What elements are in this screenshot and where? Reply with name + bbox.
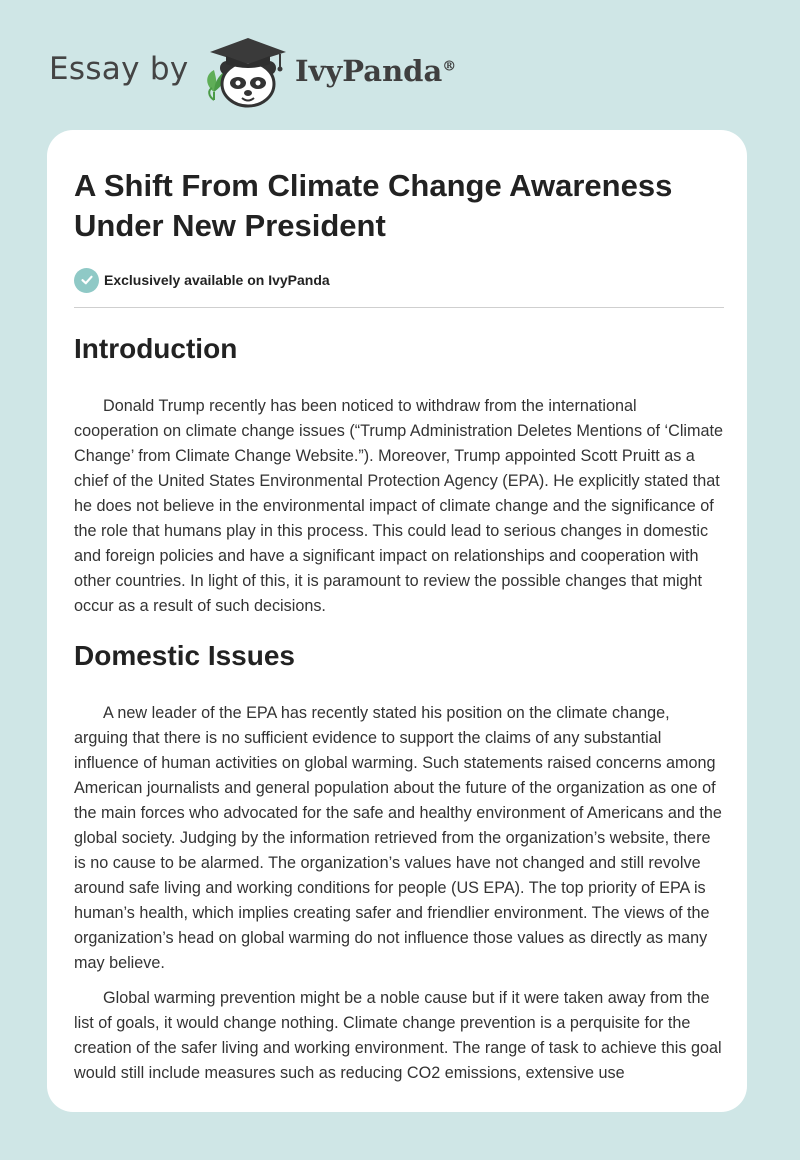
site-header	[0, 0, 800, 130]
exclusive-badge	[74, 267, 724, 293]
paragraph: Global warming prevention might be a noble cause but if it were taken away from the list of goals, it would change nothing. Climate change prevention is a perquisite for the creation of the safer living and working environment. The range of task to achieve this goal would still include measures such as reducing CO2 emissions, extensive use	[74, 989, 722, 1082]
section-heading-introduction: Introduction	[74, 333, 238, 364]
ivypanda-brand[interactable]	[295, 54, 456, 88]
registered-mark: ®	[442, 58, 457, 75]
panda-logo-icon[interactable]	[200, 34, 296, 110]
divider	[74, 307, 724, 308]
brand-name-text: IvyPanda	[295, 54, 443, 88]
paragraph: A new leader of the EPA has recently stated his position on the climate change, arguing that there is no sufficient evidence to support the claims of any substantial influence of human activities on global warming. Such statements raised concerns among American journalists and general population about the future of the organization as one of the main forces who advocated for the safe and healthy environment of Americans and the global society. Judging by the information retrieved from the organization’s website, there is no cause to be alarmed. The organization’s values have not changed and still revolve around safe living and working conditions for people (US EPA). The top priority of EPA is human’s health, which implies creating safer and friendlier environment. The views of the organization’s head on global warming do not influence those values as directly as many may believe.	[74, 704, 722, 972]
essay-card	[47, 130, 747, 1112]
paragraph: Donald Trump recently has been noticed to withdraw from the international cooperation on climate change issues (“Trump Administration Deletes Mentions of ‘Climate Change’ from Climate Change Website.”). Moreover, Trump appointed Scott Pruitt as a chief of the United States Environmental Protection Agency (EPA). He explicitly stated that he does not believe in the environmental impact of climate change and the significance of the role that humans play in this process. This could lead to serious changes in domestic and foreign policies and have a significant impact on relationships and cooperation with other countries. In light of this, it is paramount to review the possible changes that might occur as a result of such decisions.	[74, 397, 723, 615]
essay-by-label: Essay by	[49, 51, 189, 87]
check-icon	[74, 268, 99, 293]
essay-title: A Shift From Climate Change Awareness Under New President	[74, 168, 673, 243]
essay-content	[74, 166, 724, 1086]
section-heading-domestic-issues: Domestic Issues	[74, 640, 295, 671]
exclusive-label: Exclusively available on IvyPanda	[104, 272, 330, 288]
